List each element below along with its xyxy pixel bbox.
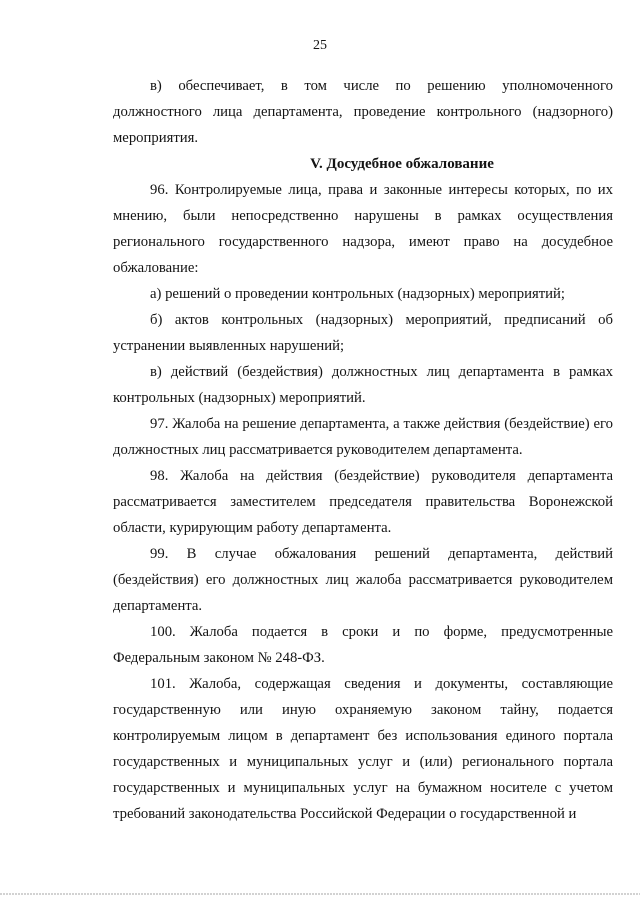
paragraph-96-a: а) решений о проведении контрольных (надзорных) мероприятий;: [150, 286, 565, 302]
paragraph-96-c: в) действий (бездействия) должностных лиц департамента в рамках контрольных (надзорных) мероприятий.: [113, 364, 613, 406]
paragraph-96-b: б) актов контрольных (надзорных) мероприятий, предписаний об устранении выявленных нарушений;: [113, 312, 613, 354]
paragraph-101: 101. Жалоба, содержащая сведения и документы, составляющие государственную или иную охраняемую законом тайну, подается контролируемым лицом в департамент без использования единого портала государственных и муниципальных услуг и (или) регионального портала государственных и муниципальных услуг на бумажном носителе с учетом требований законодательства Российской Федерации о государственной и: [113, 676, 613, 822]
paragraph-98: 98. Жалоба на действия (бездействие) руководителя департамента рассматривается заместителем председателя правительства Воронежской области, курирующим работу департамента.: [113, 468, 613, 536]
paragraph-96: 96. Контролируемые лица, права и законные интересы которых, по их мнению, были непосредственно нарушены в рамках осуществления регионального государственного надзора, имеют право на досудебное обжалование:: [113, 182, 613, 276]
scan-edge-line: [0, 893, 640, 895]
page-number: 25: [313, 38, 327, 53]
paragraph-100: 100. Жалоба подается в сроки и по форме, предусмотренные Федеральным законом № 248-ФЗ.: [113, 624, 613, 666]
paragraph-v-item: в) обеспечивает, в том числе по решению уполномоченного должностного лица департамента, проведение контрольного (надзорного) мероприятия.: [113, 78, 613, 146]
section-heading: V. Досудебное обжалование: [310, 156, 494, 172]
document-body: [113, 73, 613, 827]
paragraph-99: 99. В случае обжалования решений департамента, действий (бездействия) его должностных лиц жалоба рассматривается руководителем департамента.: [113, 546, 613, 614]
paragraph-97: 97. Жалоба на решение департамента, а также действия (бездействие) его должностных лиц рассматривается руководителем департамента.: [113, 416, 613, 458]
